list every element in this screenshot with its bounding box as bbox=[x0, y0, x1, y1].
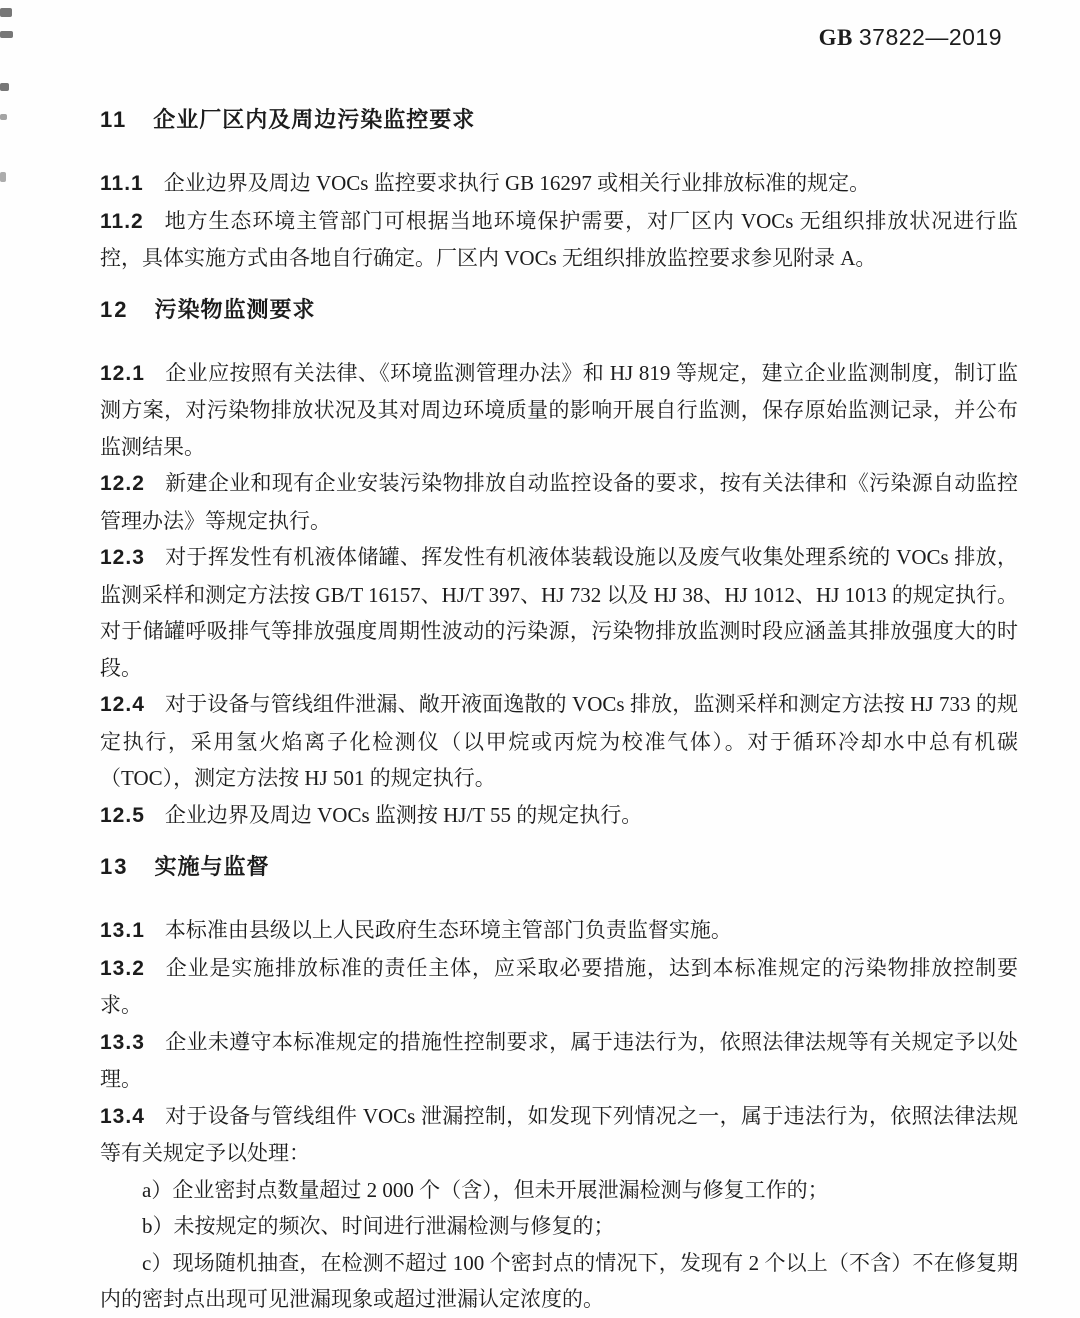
clause-text: 企业边界及周边 VOCs 监测按 HJ/T 55 的规定执行。 bbox=[164, 802, 643, 827]
section-title: 实施与监督 bbox=[154, 854, 270, 879]
clause-12-3 bbox=[100, 539, 1018, 686]
doc-number-code: 37822—2019 bbox=[858, 24, 1002, 50]
clause-text: 企业边界及周边 VOCs 监控要求执行 GB 16297 或相关行业排放标准的规定。 bbox=[163, 171, 871, 195]
clause-text: 企业未遵守本标准规定的措施性控制要求，属于违法行为，依照法律法规等有关规定予以处理。 bbox=[100, 1029, 1018, 1091]
clause-text: 对于挥发性有机液体储罐、挥发性有机液体装载设施以及废气收集处理系统的 VOCs 排放，监测采样和测定方法按 GB/T 16157、HJ/T 397、HJ 732 以及 HJ 38、HJ 1012、HJ 1013 的规定执行。对于储罐呼吸排气等排放强度周期性波动的污染源，污染物排放监测时段应涵盖其排放强度大的时段。 bbox=[100, 545, 1018, 680]
clause-13-1 bbox=[100, 912, 1018, 950]
clause-text: 企业应按照有关法律、《环境监测管理办法》和 HJ 819 等规定，建立企业监测制度，制订监测方案，对污染物排放状况及其对周边环境质量的影响开展自行监测，保存原始监测记录，并公布监测结果。 bbox=[100, 360, 1018, 459]
clause-number: 12.3 bbox=[100, 546, 145, 569]
clause-13-3 bbox=[100, 1024, 1018, 1098]
doc-number-prefix: GB bbox=[818, 25, 853, 50]
clause-number: 13.1 bbox=[100, 919, 145, 942]
list-item-b: b）未按规定的频次、时间进行泄漏检测与修复的； bbox=[142, 1214, 615, 1238]
clause-number: 12.5 bbox=[100, 803, 145, 827]
clause-number: 12.1 bbox=[100, 361, 145, 385]
scan-artifact bbox=[0, 8, 12, 17]
clause-number: 11.2 bbox=[100, 209, 144, 233]
clause-13-2 bbox=[100, 950, 1018, 1024]
clause-text: 企业是实施排放标准的责任主体，应采取必要措施，达到本标准规定的污染物排放控制要求。 bbox=[100, 955, 1018, 1017]
list-item-c: c）现场随机抽查，在检测不超过 100 个密封点的情况下，发现有 2 个以上（不含）不在修复期内的密封点出现可见泄漏现象或超过泄漏认定浓度的。 bbox=[100, 1250, 1018, 1311]
clause-12-4 bbox=[100, 686, 1018, 797]
clause-13-4 bbox=[100, 1098, 1018, 1172]
clause-text: 本标准由县级以上人民政府生态环境主管部门负责监督实施。 bbox=[164, 918, 732, 942]
section-12-heading bbox=[100, 295, 1018, 325]
section-number: 13 bbox=[100, 854, 129, 879]
clause-text: 地方生态环境主管部门可根据当地环境保护需要，对厂区内 VOCs 无组织排放状况进行监控，具体实施方式由各地自行确定。厂区内 VOCs 无组织排放监控要求参见附录 A。 bbox=[100, 208, 1018, 270]
clause-number: 12.2 bbox=[100, 472, 145, 495]
clause-11-2 bbox=[100, 203, 1018, 277]
clause-12-5 bbox=[100, 797, 1018, 835]
scan-artifact bbox=[0, 172, 6, 182]
clause-number: 13.3 bbox=[100, 1030, 145, 1054]
section-number: 11 bbox=[100, 107, 128, 132]
section-11-heading bbox=[100, 105, 1018, 135]
section-number: 12 bbox=[100, 296, 129, 322]
clause-text: 对于设备与管线组件泄漏、敞开液面逸散的 VOCs 排放，监测采样和测定方法按 HJ 733 的规定执行，采用氢火焰离子化检测仪（以甲烷或丙烷为校准气体）。对于循环冷却水中总有机碳（TOC），测定方法按 HJ 501 的规定执行。 bbox=[100, 692, 1018, 790]
scan-artifact bbox=[0, 114, 7, 120]
clause-text: 新建企业和现有企业安装污染物排放自动监控设备的要求，按有关法律和《污染源自动监控管理办法》等规定执行。 bbox=[100, 471, 1018, 533]
clause-11-1 bbox=[100, 165, 1018, 203]
section-title: 企业厂区内及周边污染监控要求 bbox=[153, 107, 476, 132]
scan-artifact bbox=[0, 83, 9, 91]
clause-number: 13.4 bbox=[100, 1104, 145, 1128]
doc-number bbox=[100, 22, 1018, 53]
clause-number: 13.2 bbox=[100, 956, 145, 980]
clause-12-1 bbox=[100, 355, 1018, 466]
clause-12-2 bbox=[100, 465, 1018, 539]
clause-text: 对于设备与管线组件 VOCs 泄漏控制，如发现下列情况之一，属于违法行为，依照法律法规等有关规定予以处理： bbox=[100, 1103, 1018, 1165]
section-13-heading bbox=[100, 852, 1018, 882]
list-item-a: a）企业密封点数量超过 2 000 个（含），但未开展泄漏检测与修复工作的； bbox=[142, 1177, 829, 1202]
section-title: 污染物监测要求 bbox=[154, 296, 316, 322]
clause-number: 12.4 bbox=[100, 693, 145, 716]
scan-artifact bbox=[0, 31, 13, 38]
clause-number: 11.1 bbox=[100, 172, 144, 195]
